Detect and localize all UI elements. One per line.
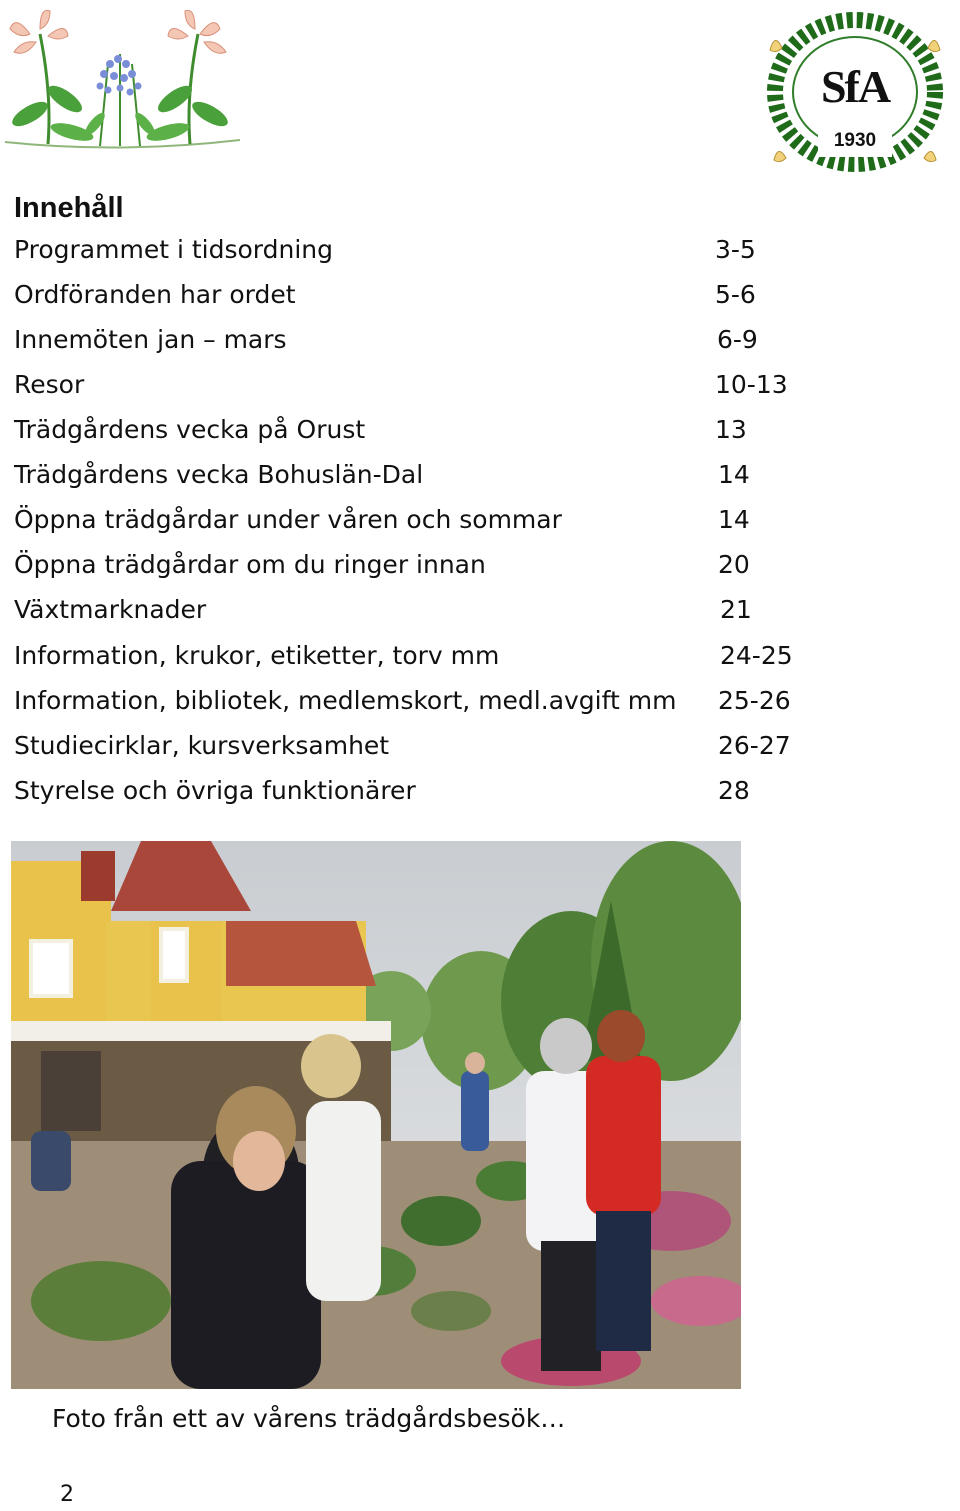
toc-entry	[0, 455, 960, 499]
seal-lettering	[760, 10, 950, 175]
toc-entry-label: Växtmarknader	[14, 595, 207, 624]
garden-visit-photo	[11, 841, 741, 1389]
toc-entry	[0, 275, 960, 319]
toc-entry-label: Öppna trädgårdar om du ringer innan	[14, 550, 486, 579]
toc-entry-pages: 3-5	[715, 235, 756, 264]
toc-entry-label: Trädgårdens vecka på Orust	[14, 415, 366, 444]
toc-entry	[0, 771, 960, 815]
toc-entry-pages: 10-13	[715, 370, 788, 399]
toc-entry-label: Information, bibliotek, medlemskort, medl.avgift mm	[14, 686, 677, 715]
flower-illustration	[0, 4, 245, 174]
toc-entry-pages: 24-25	[720, 641, 793, 670]
toc-entry-pages: 6-9	[717, 325, 758, 354]
toc-entry-pages: 21	[720, 595, 752, 624]
toc-heading: Innehåll	[14, 192, 124, 224]
toc-entry-pages: 14	[718, 460, 750, 489]
toc-entry-pages: 20	[718, 550, 750, 579]
toc-entry	[0, 681, 960, 725]
toc-entry	[0, 410, 960, 454]
toc-entry-label: Innemöten jan – mars	[14, 325, 287, 354]
toc-entry	[0, 365, 960, 409]
toc-entry	[0, 545, 960, 589]
toc-entry-pages: 5-6	[715, 280, 756, 309]
toc-entry	[0, 230, 960, 274]
page-number: 2	[60, 1482, 74, 1507]
toc-entry-label: Information, krukor, etiketter, torv mm	[14, 641, 500, 670]
toc-entry-label: Öppna trädgårdar under våren och sommar	[14, 505, 562, 534]
toc-entry-label: Resor	[14, 370, 85, 399]
toc-entry	[0, 500, 960, 544]
photo-caption: Foto från ett av vårens trädgårdsbesök…	[52, 1404, 566, 1433]
toc-entry	[0, 636, 960, 680]
toc-entry-label: Programmet i tidsordning	[14, 235, 334, 264]
seal-initials: SfA	[820, 61, 890, 112]
toc-entry-pages: 25-26	[718, 686, 791, 715]
toc-entry-label: Trädgårdens vecka Bohuslän-Dal	[14, 460, 424, 489]
toc-entry-pages: 26-27	[718, 731, 791, 760]
toc-entry-pages: 14	[718, 505, 750, 534]
seal-year: 1930	[833, 130, 877, 151]
toc-entry-label: Styrelse och övriga funktionärer	[14, 776, 416, 805]
toc-entry-pages: 13	[715, 415, 747, 444]
toc-entry-label: Ordföranden har ordet	[14, 280, 296, 309]
toc-entry-pages: 28	[718, 776, 750, 805]
toc-entry-label: Studiecirklar, kursverksamhet	[14, 731, 390, 760]
toc-entry	[0, 590, 960, 634]
toc-entry	[0, 320, 960, 364]
toc-entry	[0, 726, 960, 770]
